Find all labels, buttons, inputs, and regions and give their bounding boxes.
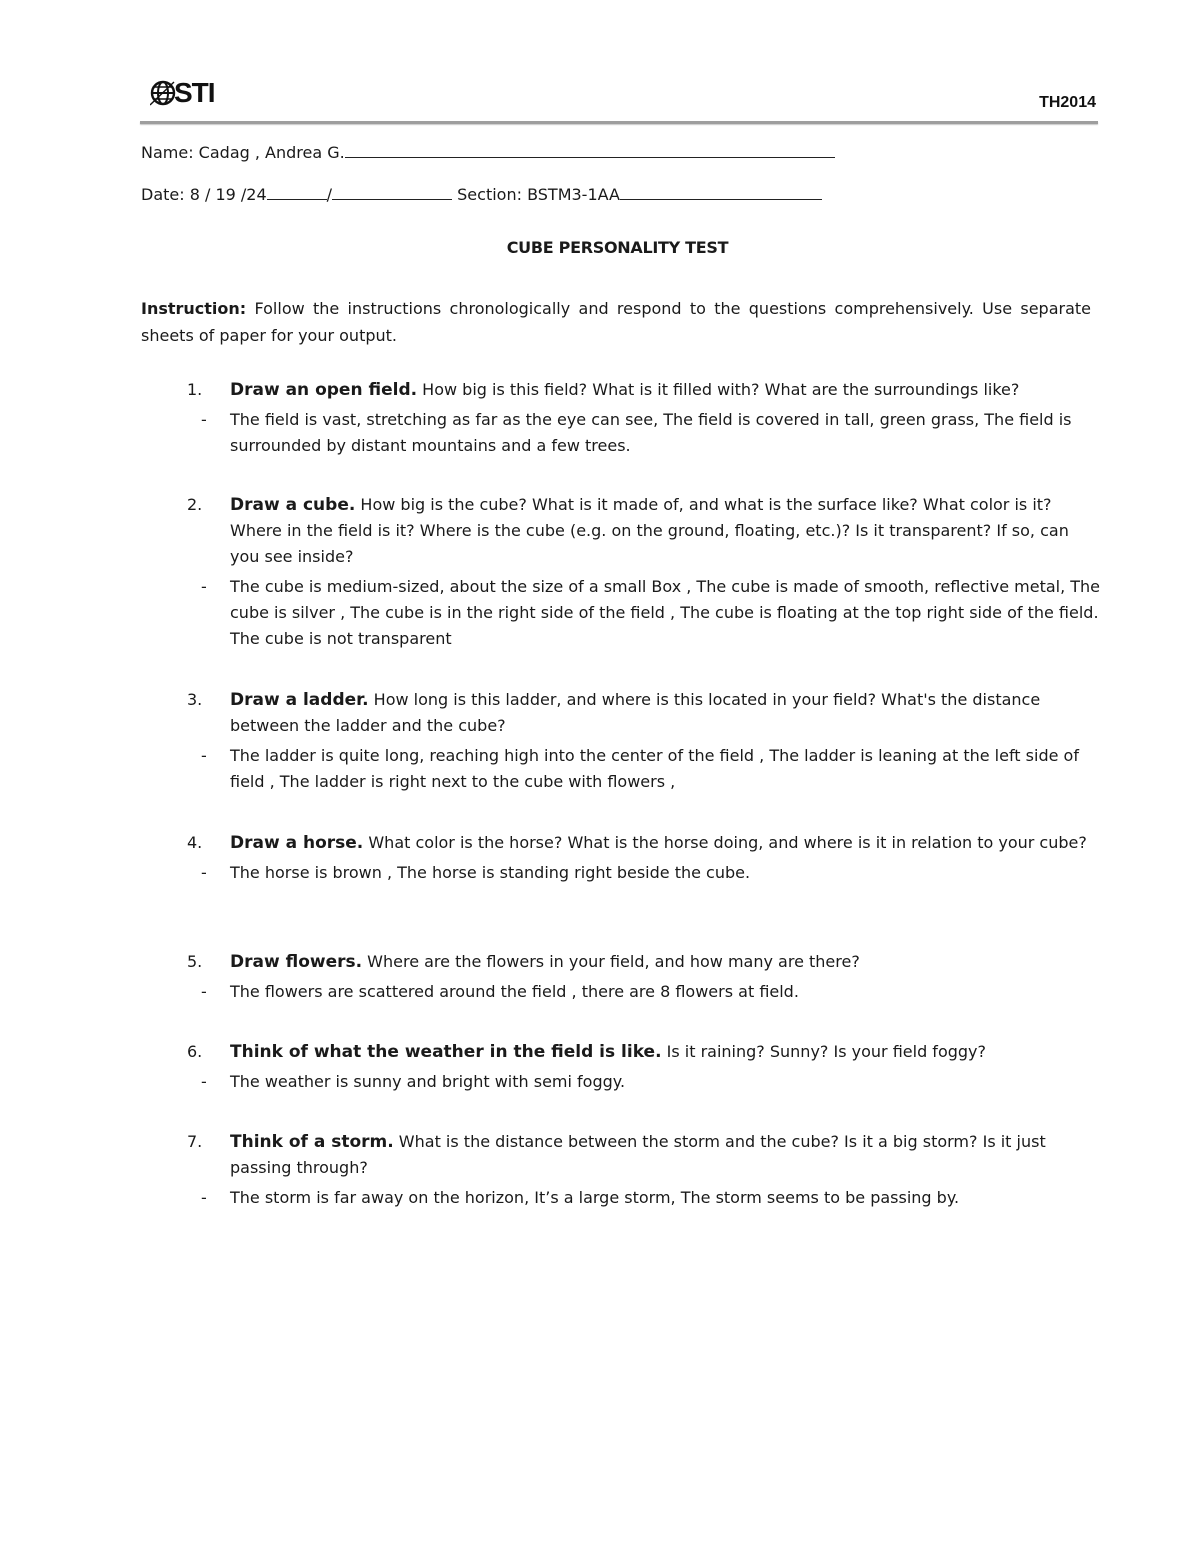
- answer-dash: -: [201, 982, 207, 1001]
- question-number: 4.: [187, 833, 203, 852]
- answer-text: The cube is medium-sized, about the size of a small Box , The cube is made of smooth, reflective metal, The cube is silver , The cube is in the right side of the field , The cube is floating at the top right side of the field. The cube is not transparent: [230, 577, 1101, 648]
- question-text: [230, 949, 1095, 975]
- question-item: [141, 949, 1101, 1005]
- question-number: 7.: [187, 1132, 203, 1151]
- date-line: [141, 184, 822, 205]
- question-item: [141, 1039, 1101, 1095]
- question-number: 1.: [187, 380, 203, 399]
- answer-dash: -: [201, 863, 207, 882]
- logo-text: STI: [174, 77, 215, 108]
- globe-icon: [150, 79, 176, 107]
- question-text: [230, 830, 1095, 856]
- question-heading: Think of what the weather in the field is like.: [230, 1042, 662, 1062]
- answer-text: The weather is sunny and bright with semi foggy.: [230, 1072, 626, 1091]
- name-underline: [345, 142, 835, 158]
- instruction-label: Instruction:: [141, 299, 247, 318]
- question-number: 3.: [187, 690, 203, 709]
- question-item: [141, 1129, 1101, 1211]
- answer-dash: -: [201, 1188, 207, 1207]
- question-text: [230, 377, 1095, 403]
- date-value: Date: 8 / 19 /24: [141, 185, 267, 204]
- question-heading: Draw a ladder.: [230, 690, 369, 710]
- question-prompt: Is it raining? Sunny? Is your field foggy?: [661, 1042, 986, 1061]
- question-heading: Draw flowers.: [230, 952, 363, 972]
- date-separator: /: [326, 185, 333, 204]
- question-item: [141, 377, 1101, 459]
- question-prompt: How long is this ladder, and where is this located in your field? What's the distance between the ladder and the cube?: [230, 690, 1041, 735]
- answer-text: The storm is far away on the horizon, It’s a large storm, The storm seems to be passing by.: [230, 1188, 960, 1207]
- question-item: [141, 687, 1101, 795]
- question-heading: Draw a cube.: [230, 495, 356, 515]
- section-underline: [620, 184, 822, 200]
- name-value: Name: Cadag , Andrea G.: [141, 143, 345, 162]
- question-item: [141, 492, 1101, 652]
- question-text: [230, 1129, 1095, 1181]
- header-divider: [140, 121, 1098, 124]
- instruction-text: Follow the instructions chronologically and respond to the questions comprehensively. Use separate sheets of paper for your output.: [141, 299, 1091, 345]
- question-number: 6.: [187, 1042, 203, 1061]
- answer-text: The field is vast, stretching as far as the eye can see, The field is covered in tall, green grass, The field is surrounded by distant mountains and a few trees.: [230, 410, 1072, 455]
- answer-text: The ladder is quite long, reaching high into the center of the field , The ladder is leaning at the left side of field , The ladder is right next to the cube with flowers ,: [230, 746, 1079, 791]
- question-heading: Draw a horse.: [230, 833, 364, 853]
- answer-dash: -: [201, 1072, 207, 1091]
- question-prompt: What color is the horse? What is the horse doing, and where is it in relation to your cube?: [363, 833, 1087, 852]
- answer-text: The flowers are scattered around the field , there are 8 flowers at field.: [230, 982, 799, 1001]
- question-prompt: How big is the cube? What is it made of, and what is the surface like? What color is it? Where in the field is it? Where is the cube (e.g. on the ground, floating, etc.)? Is it transparent? If so, can you see inside?: [230, 495, 1069, 566]
- date-underline-1: [267, 184, 327, 200]
- question-prompt: Where are the flowers in your field, and how many are there?: [362, 952, 860, 971]
- answer-dash: -: [201, 577, 207, 596]
- question-number: 5.: [187, 952, 203, 971]
- date-underline-2: [332, 184, 452, 200]
- question-heading: Draw an open field.: [230, 380, 418, 400]
- question-heading: Think of a storm.: [230, 1132, 394, 1152]
- question-number: 2.: [187, 495, 203, 514]
- question-text: [230, 492, 1095, 570]
- section-value: Section: BSTM3-1AA: [457, 185, 620, 204]
- sti-logo: [150, 76, 215, 110]
- question-text: [230, 687, 1095, 739]
- question-prompt: How big is this field? What is it filled with? What are the surroundings like?: [417, 380, 1020, 399]
- name-line: [141, 142, 835, 163]
- answer-text: The horse is brown , The horse is standing right beside the cube.: [230, 863, 751, 882]
- document-code: TH2014: [1039, 94, 1096, 111]
- question-prompt: What is the distance between the storm and the cube? Is it a big storm? Is it just passing through?: [230, 1132, 1046, 1177]
- instruction-paragraph: [141, 295, 1091, 349]
- page-title: CUBE PERSONALITY TEST: [506, 238, 729, 257]
- question-item: [141, 830, 1101, 886]
- answer-dash: -: [201, 410, 207, 429]
- question-text: [230, 1039, 1095, 1065]
- answer-dash: -: [201, 746, 207, 765]
